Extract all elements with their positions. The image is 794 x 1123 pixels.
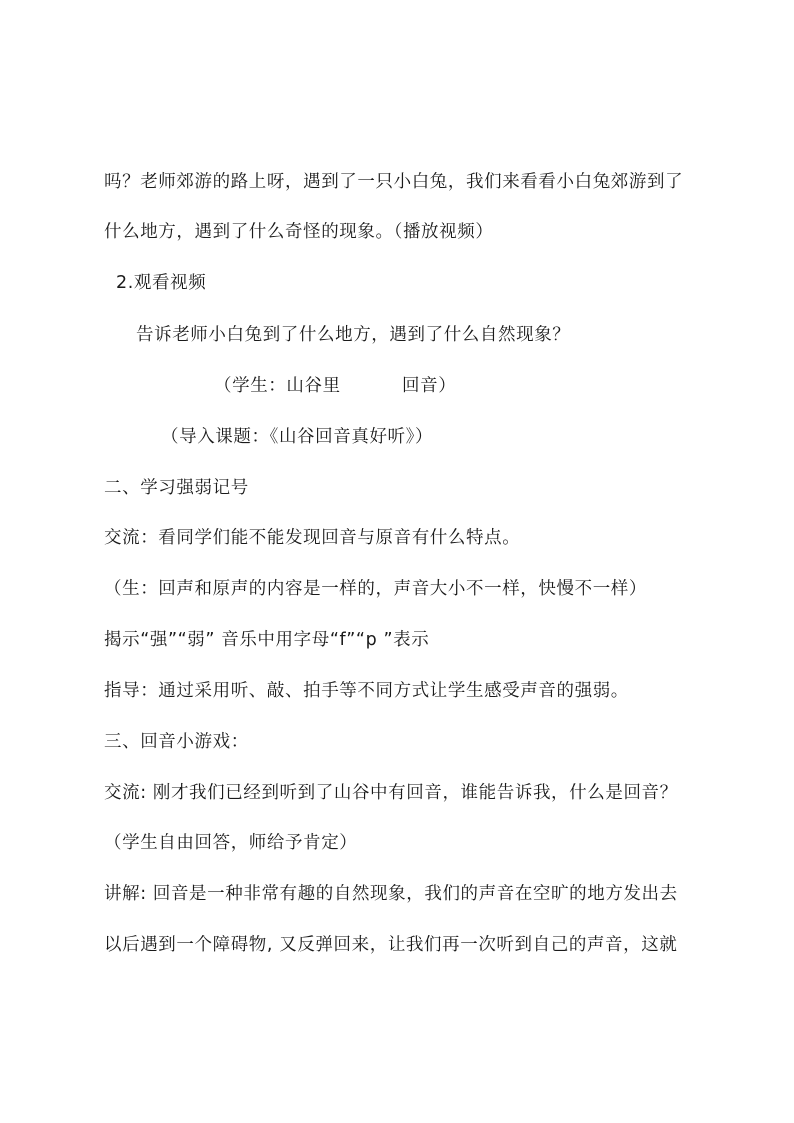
question-line: 告诉老师小白兔到了什么地方，遇到了什么自然现象？	[136, 325, 571, 345]
discussion-line: 交流：看同学们能不能发现回音与原音有什么特点。	[104, 528, 521, 548]
guidance-line: 指导：通过采用听、敲、拍手等不同方式让学生感受声音的强弱。	[104, 681, 629, 701]
free-answer-line: （学生自由回答，师给予肯定）	[104, 833, 358, 853]
student-answer-part-2: 回音）	[402, 376, 457, 396]
echo-discussion-line: 交流: 刚才我们已经到听到了山谷中有回音，谁能告诉我，什么是回音？	[104, 783, 678, 803]
student-answer-part-1: （学生：山谷里	[214, 376, 341, 396]
explanation-line-1: 讲解: 回音是一种非常有趣的自然现象，我们的声音在空旷的地方发出去	[104, 884, 678, 904]
reveal-line: 揭示“强”“弱” 音乐中用字母“f”“p ”表示	[104, 630, 430, 650]
section-heading-dynamics: 二、学习强弱记号	[104, 478, 249, 498]
paragraph-line-2: 什么地方，遇到了什么奇怪的现象。（播放视频）	[104, 222, 494, 242]
lesson-topic-intro: （导入课题：《山谷回音真好听》）	[161, 427, 434, 447]
student-response-line: （生：回声和原声的内容是一样的，声音大小不一样，快慢不一样）	[104, 579, 647, 599]
section-heading-watch-video: 2.观看视频	[116, 273, 207, 293]
paragraph-line-1: 吗？老师郊游的路上呀，遇到了一只小白兔，我们来看看小白兔郊游到了	[104, 172, 684, 192]
section-heading-echo-game: 三、回音小游戏：	[104, 732, 249, 752]
explanation-line-2: 以后遇到一个障碍物, 又反弹回来，让我们再一次听到自己的声音，这就	[104, 935, 678, 955]
